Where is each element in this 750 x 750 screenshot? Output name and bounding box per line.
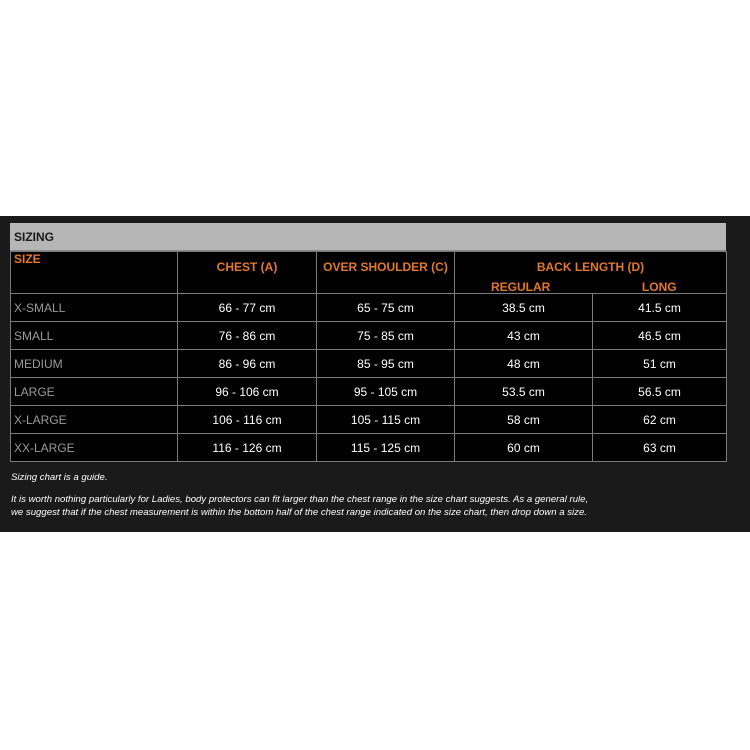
table-row (11, 434, 727, 462)
sizing-title: SIZING (10, 223, 726, 251)
long-value: 62 cm (593, 406, 727, 434)
chest-value: 116 - 126 cm (178, 434, 317, 462)
regular-value: 53.5 cm (455, 378, 593, 406)
chest-value: 86 - 96 cm (178, 350, 317, 378)
size-label: MEDIUM (11, 350, 178, 378)
chest-value: 106 - 116 cm (178, 406, 317, 434)
size-label: LARGE (11, 378, 178, 406)
shoulder-value: 115 - 125 cm (317, 434, 455, 462)
header-regular: REGULAR (455, 281, 593, 294)
fit-note-line-1: It is worth nothing particularly for Ladies, body protectors can fit larger than the chest range in the size chart suggests. As a general rule, (11, 494, 589, 505)
shoulder-value: 105 - 115 cm (317, 406, 455, 434)
sizing-notes (11, 472, 731, 519)
regular-value: 60 cm (455, 434, 593, 462)
long-value: 41.5 cm (593, 294, 727, 322)
shoulder-value: 95 - 105 cm (317, 378, 455, 406)
size-label: X-SMALL (11, 294, 178, 322)
header-shoulder: OVER SHOULDER (C) (317, 252, 455, 294)
header-long: LONG (593, 281, 727, 294)
shoulder-value: 85 - 95 cm (317, 350, 455, 378)
sizing-panel (0, 216, 750, 532)
table-row (11, 294, 727, 322)
header-back-length: BACK LENGTH (D) (455, 252, 727, 282)
chest-value: 66 - 77 cm (178, 294, 317, 322)
size-label: XX-LARGE (11, 434, 178, 462)
regular-value: 48 cm (455, 350, 593, 378)
header-chest: CHEST (A) (178, 252, 317, 294)
shoulder-value: 65 - 75 cm (317, 294, 455, 322)
chest-value: 76 - 86 cm (178, 322, 317, 350)
long-value: 56.5 cm (593, 378, 727, 406)
long-value: 51 cm (593, 350, 727, 378)
size-label: X-LARGE (11, 406, 178, 434)
fit-note-line-2: we suggest that if the chest measurement is within the bottom half of the chest range indicated on the size chart, then drop down a size. (11, 507, 587, 518)
regular-value: 43 cm (455, 322, 593, 350)
regular-value: 58 cm (455, 406, 593, 434)
table-row (11, 322, 727, 350)
chest-value: 96 - 106 cm (178, 378, 317, 406)
size-chart-table (10, 251, 727, 462)
shoulder-value: 75 - 85 cm (317, 322, 455, 350)
header-size: SIZE (11, 252, 178, 294)
long-value: 63 cm (593, 434, 727, 462)
table-row (11, 350, 727, 378)
table-row (11, 378, 727, 406)
table-row (11, 406, 727, 434)
guide-note: Sizing chart is a guide. (11, 472, 108, 483)
long-value: 46.5 cm (593, 322, 727, 350)
size-label: SMALL (11, 322, 178, 350)
regular-value: 38.5 cm (455, 294, 593, 322)
